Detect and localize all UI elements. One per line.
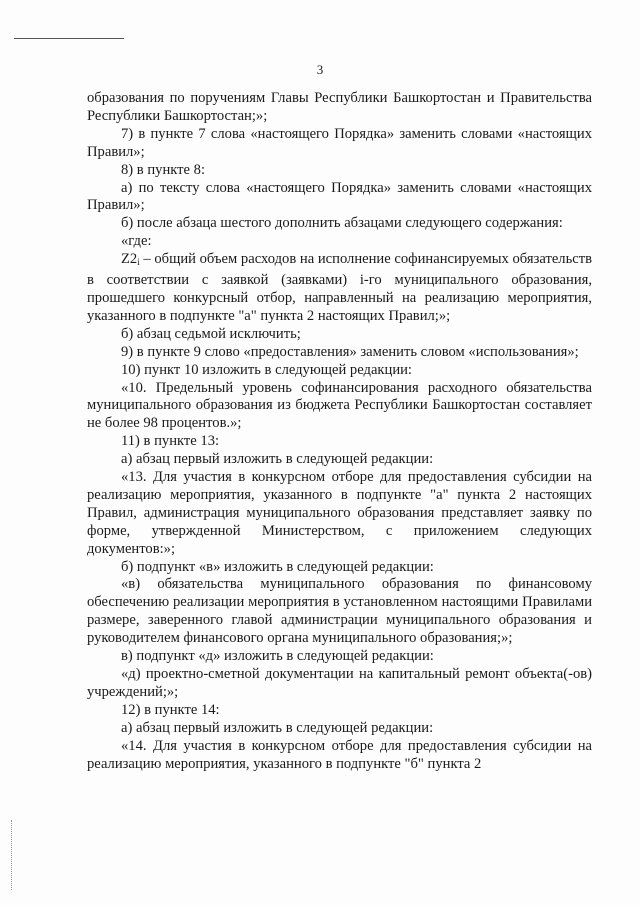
formula-subscript: i: [137, 257, 140, 268]
paragraph: б) после абзаца шестого дополнить абзацами следующего содержания:: [121, 215, 563, 232]
paragraph: а) по тексту слова «настоящего Порядка» заменить словами «настоящих Правил»;: [87, 179, 592, 214]
paragraph: б) абзац седьмой исключить;: [121, 325, 301, 342]
paragraph: «13. Для участия в конкурсном отборе для предоставления субсидии на реализацию мероприятия, указанного в подпункте "а" пункта 2 настоящих Правил, администрация муниципального образования представляет заявку по форме, утвержденной Министерством, с приложением следующих документов:»;: [87, 469, 592, 557]
header-rule: [14, 38, 124, 39]
paragraph: «д) проектно-сметной документации на капитальный ремонт объекта(-ов) учреждений;»;: [87, 666, 592, 700]
document-body: [87, 90, 592, 773]
paragraph: [87, 251, 592, 326]
paragraph: «в) обязательства муниципального образования по финансовому обеспечению реализации мероприятия в установленном настоящими Правилами размере, заверенного главой администрации муниципального образования и руководителем финансового органа муниципального образования;»;: [87, 576, 592, 647]
page-number: 3: [316, 62, 324, 77]
paragraph: образования по поручениям Главы Республики Башкортостан и Правительства Республики Башкортостан;»;: [87, 90, 592, 124]
paragraph: 7) в пункте 7 слова «настоящего Порядка» заменить словами «настоящих Правил»;: [87, 125, 592, 160]
paragraph: «где:: [121, 233, 152, 250]
paragraph: 12) в пункте 14:: [121, 701, 220, 718]
paragraph: а) абзац первый изложить в следующей редакции:: [121, 719, 434, 736]
paragraph: а) абзац первый изложить в следующей редакции:: [121, 451, 434, 468]
formula-symbol: Z2: [121, 251, 138, 268]
paragraph: 8) в пункте 8:: [121, 161, 206, 178]
paragraph: 10) пункт 10 изложить в следующей редакции:: [121, 361, 412, 378]
paragraph: 11) в пункте 13:: [121, 433, 220, 450]
paragraph: «14. Для участия в конкурсном отборе для предоставления субсидии на реализацию мероприятия, указанного в подпункте "б" пункта 2: [87, 737, 592, 772]
margin-marks: [11, 820, 18, 890]
paragraph: «10. Предельный уровень софинансирования расходного обязательства муниципального образования из бюджета Республики Башкортостан составляет не более 98 процентов.»;: [87, 379, 592, 432]
paragraph-text: – общий объем расходов на исполнение софинансируемых обязательств в соответствии с заявкой (заявками) i-го муниципального образования, прошедшего конкурсный отбор, направленный на реализацию мероприятия, указанного в подпункте "а" пункта 2 настоящих Правил;»;: [87, 251, 592, 324]
paragraph: б) подпункт «в» изложить в следующей редакции:: [121, 558, 434, 575]
paragraph: 9) в пункте 9 слово «предоставления» заменить словом «использования»;: [121, 343, 579, 360]
paragraph: в) подпункт «д» изложить в следующей редакции:: [121, 648, 434, 665]
